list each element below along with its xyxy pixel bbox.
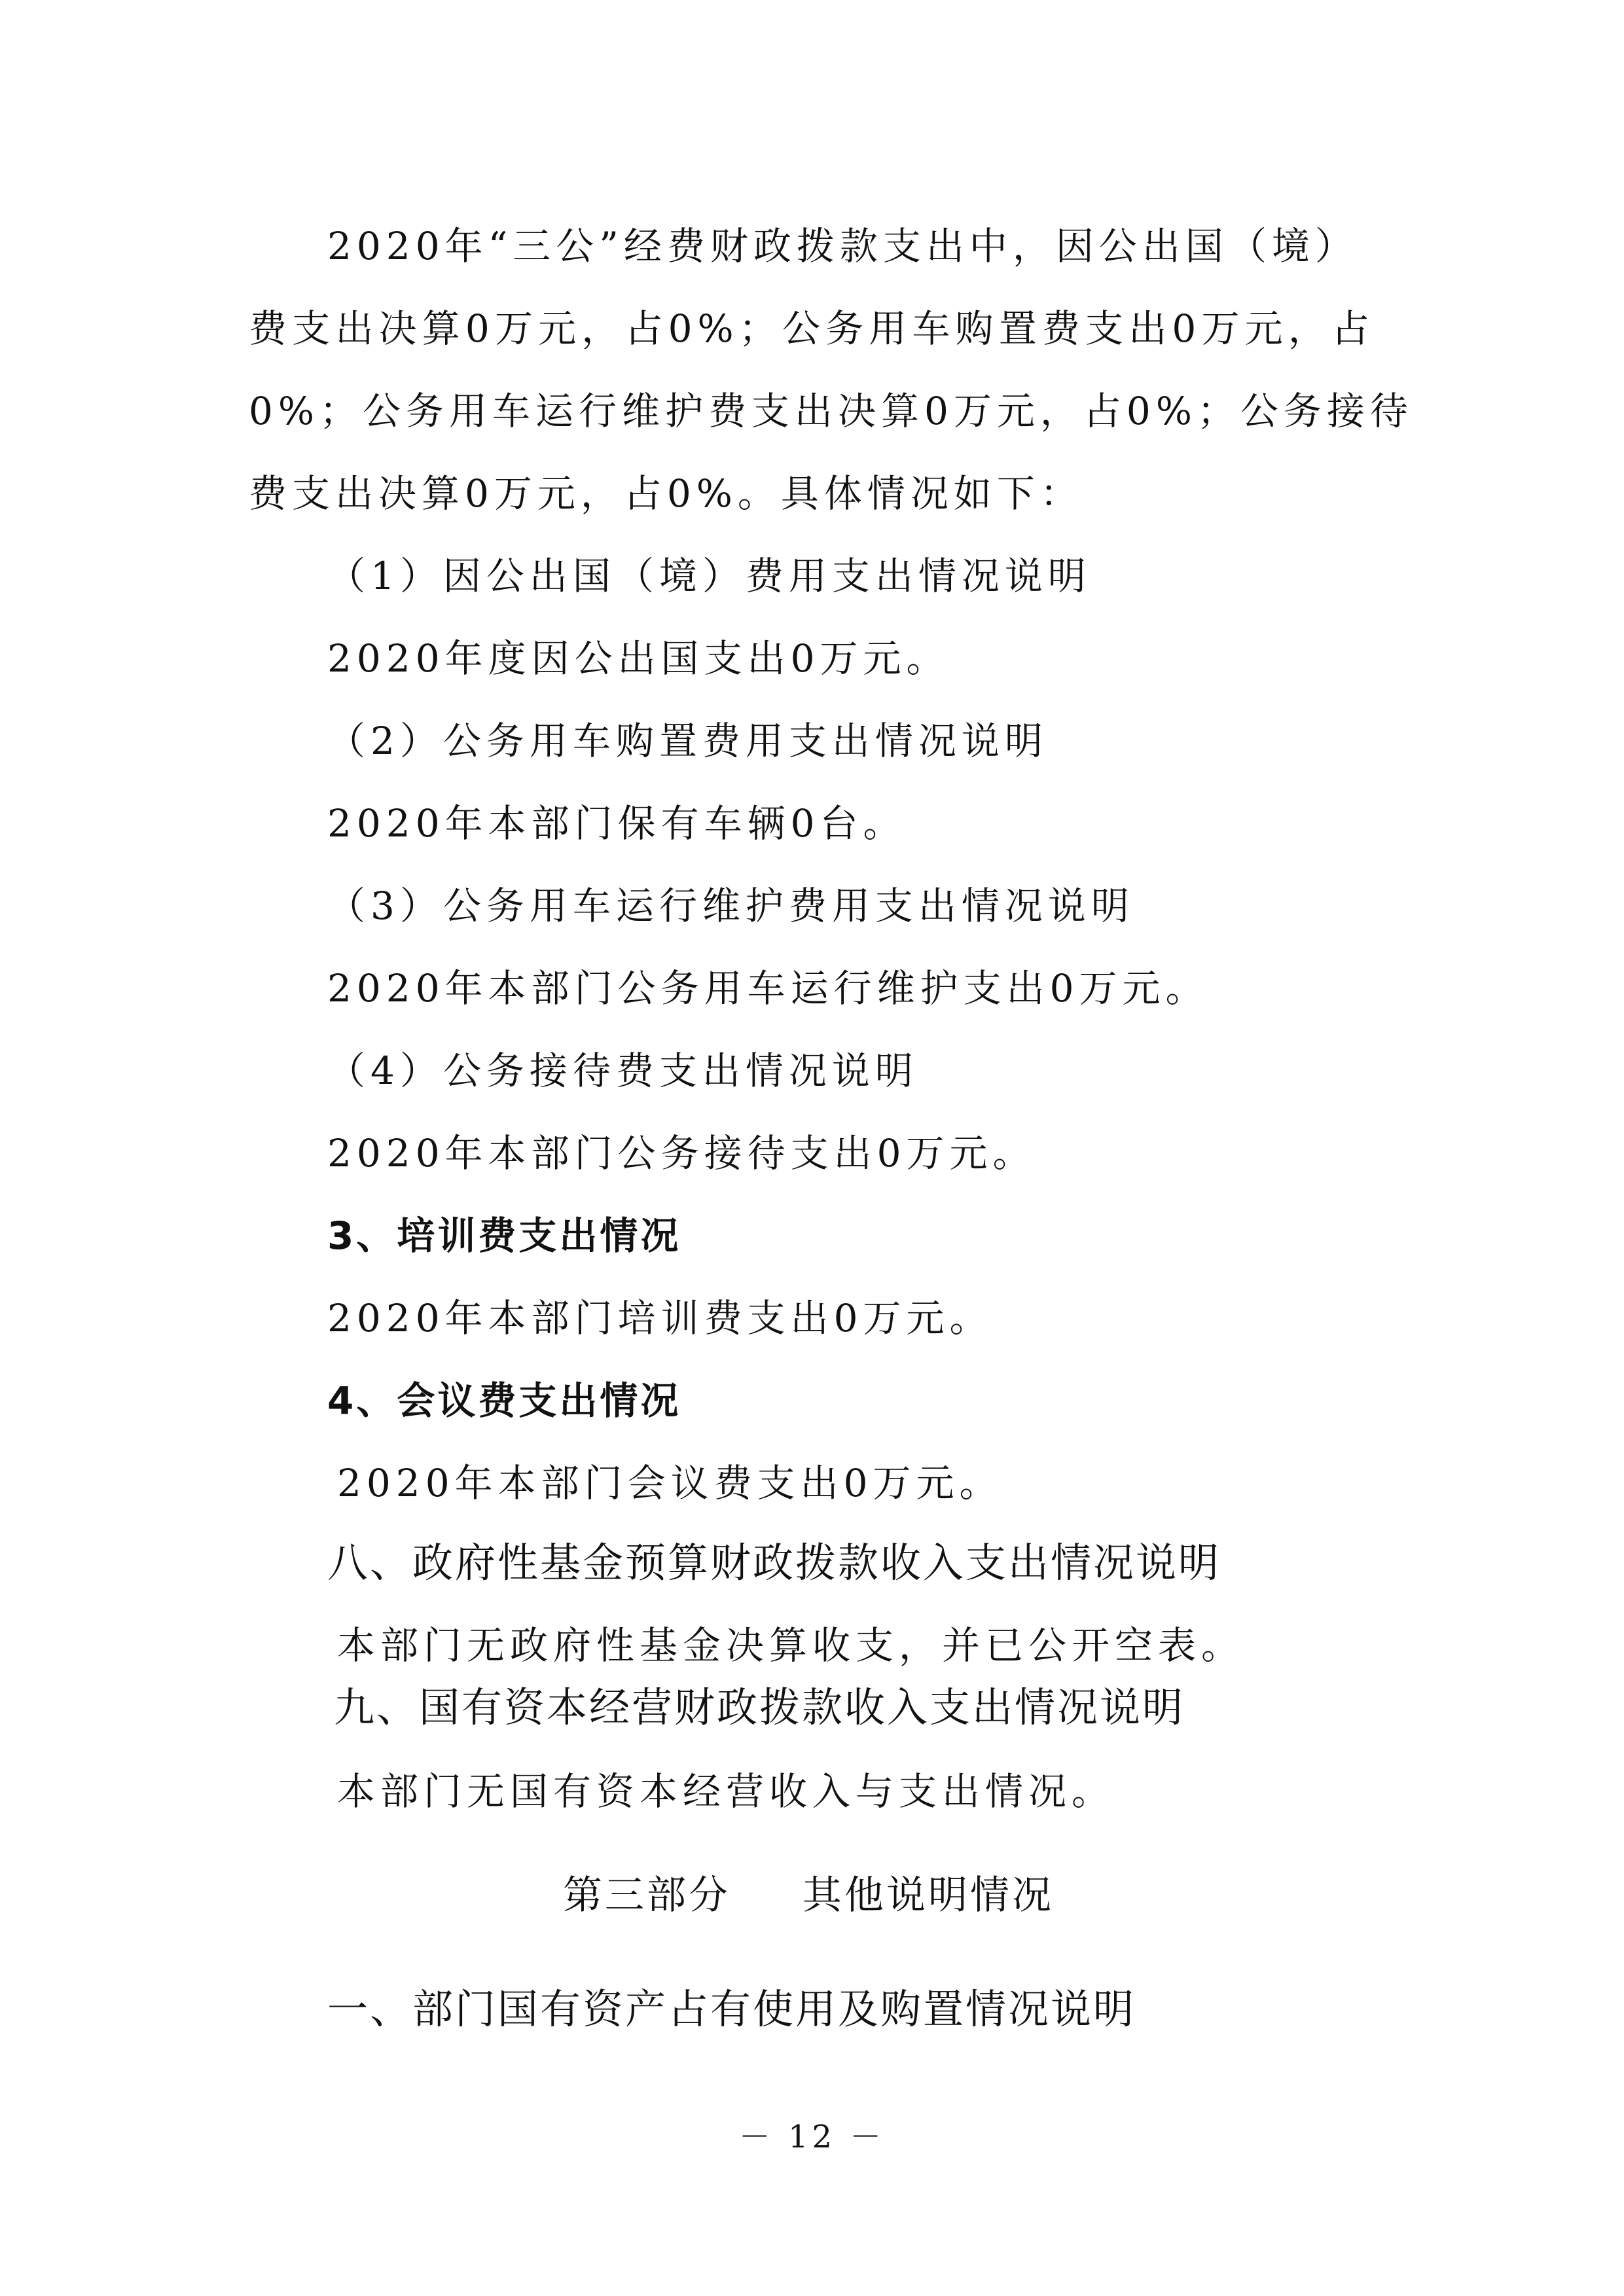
section-8-heading: 八、政府性基金预算财政拨款收入支出情况说明	[327, 1539, 1221, 1587]
part-3-title	[563, 1872, 1054, 1919]
part-3-subtitle: 其他说明情况	[803, 1873, 1054, 1918]
paragraph-line-3: 0%；公务用车运行维护费支出决算0万元，占0%；公务接待	[249, 389, 1413, 433]
section-8-text: 本部门无政府性基金决算收支，并已公开空表。	[337, 1623, 1245, 1668]
item-1-text: 2020年度因公出国支出0万元。	[327, 636, 950, 681]
item-4-heading: （4）公务接待费支出情况说明	[327, 1049, 918, 1093]
training-heading: 3、培训费支出情况	[327, 1213, 681, 1258]
item-3-heading: （3）公务用车运行维护费用支出情况说明	[327, 884, 1134, 928]
item-1-heading: （1）因公出国（境）费用支出情况说明	[327, 554, 1091, 598]
item-2-text: 2020年本部门保有车辆0台。	[327, 801, 907, 846]
meeting-text: 2020年本部门会议费支出0万元。	[337, 1461, 1003, 1505]
paragraph-line-2: 费支出决算0万元，占0%；公务用车购置费支出0万元，占	[249, 306, 1375, 351]
meeting-heading: 4、会议费支出情况	[327, 1378, 681, 1423]
page-number: － 12 －	[738, 2119, 886, 2155]
item-2-heading: （2）公务用车购置费用支出情况说明	[327, 719, 1048, 763]
part-3-label: 第三部分	[563, 1873, 731, 1918]
paragraph-line-4: 费支出决算0万元，占0%。具体情况如下：	[249, 471, 1083, 516]
item-3-text: 2020年本部门公务用车运行维护支出0万元。	[327, 966, 1209, 1011]
paragraph-line-1: 2020年“三公”经费财政拨款支出中，因公出国（境）	[327, 224, 1358, 268]
section-9-text: 本部门无国有资本经营收入与支出情况。	[337, 1769, 1115, 1814]
section-1-heading: 一、部门国有资产占有使用及购置情况说明	[327, 1985, 1136, 2033]
training-text: 2020年本部门培训费支出0万元。	[327, 1296, 993, 1340]
item-4-text: 2020年本部门公务接待支出0万元。	[327, 1131, 1036, 1175]
section-9-heading: 九、国有资本经营财政拨款收入支出情况说明	[334, 1683, 1185, 1731]
